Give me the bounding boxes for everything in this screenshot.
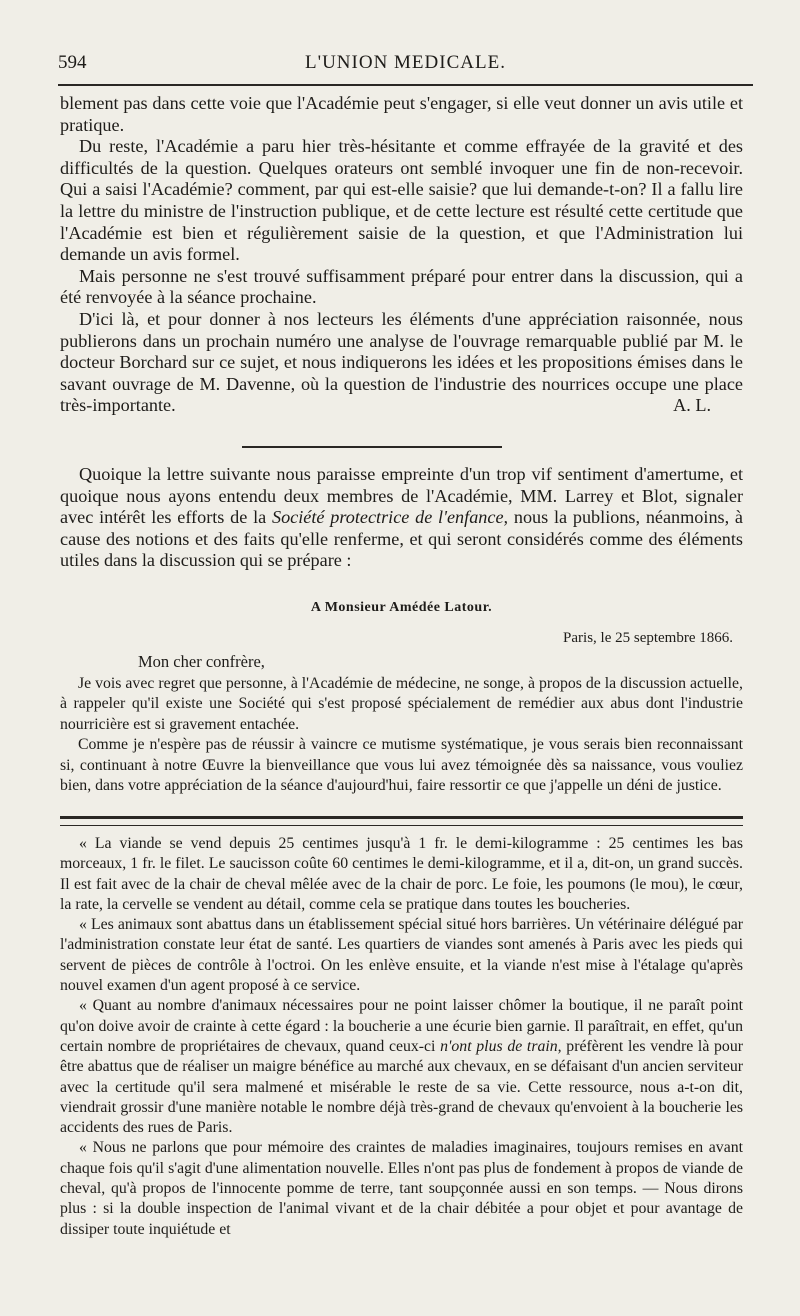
paragraph-text-end: préfèrent les vendre là pour être abattus que de réaliser un maigre bénéfice au marché aux chevaux, en se défaisant d'un ancien serviteur avec la certitude qu'il sera malmené et misérable le reste de sa vie. Cette ressource, nous a-t-on dit, viendrait grossir d'une manière notable le nombre déjà très-grand de chevaux qu'envoient à la boucherie les accidents des rues de Paris.: [60, 1037, 743, 1137]
page-header: [58, 52, 753, 88]
paragraph: « Nous ne parlons que pour mémoire des craintes de maladies imaginaires, toujours remises en avant chaque fois qu'il s'agit d'une alimentation nouvelle. Elles n'ont pas plus de fondement à propos de viande de cheval, qu'à propos de l'innocente pomme de terre, tant soupçonnée aussi en son temps. — Nous dirons plus : si la double inspection de l'animal vivant et de la chair débitée a pour objet et pour avantage de dissiper toute inquiétude et: [60, 1139, 743, 1238]
letter-body: [60, 674, 743, 796]
double-rule-divider: [60, 816, 743, 826]
paragraph: « Les animaux sont abattus dans un établissement spécial situé hors barrières. Un vétérinaire délégué par l'administration constate leur état de santé. Les quartiers de viandes sont amenés à Paris avec les pieds qui servent de pièces de contrôle à l'octroi. On les enlève ensuite, et la viande n'est mise à l'étalage qu'après nouvel examen d'un agent proposé à ce service.: [60, 916, 743, 995]
society-name: Société protectrice de l'enfance,: [271, 507, 509, 528]
letter-greeting: Mon cher confrère,: [138, 652, 265, 671]
paragraph: Comme je n'espère pas de réussir à vaincre ce mutisme systématique, je vous serais bien reconnaissant si, continuant à notre Œuvre la bienveillance que vous lui avez témoignée dès sa naissance, vous vouliez bien, dans votre appréciation de la séance d'aujourd'hui, faire ressortir ce que j'appelle un déni de justice.: [60, 736, 743, 795]
paragraph: [60, 309, 743, 417]
intro-text-end: nous la publions, néanmoins, à cause des notions et des faits qu'elle renferme, et qui seront considérés comme des éléments utiles dans la discussion qui se prépare :: [60, 507, 743, 571]
letter-intro-section: [60, 464, 743, 572]
paragraph: Du reste, l'Académie a paru hier très-hésitante et comme effrayée de la gravité et des difficultés de la question. Quelques orateurs ont semblé invoquer une fin de non-recevoir. Qui a saisi l'Académie? comment, par qui est-elle saisie? que lui demande-t-on? Il a fallu lire la lettre du ministre de l'instruction publique, et de cette lecture est résulté cette certitude que l'Académie est bien et régulièrement saisie de la question, et que l'Administration lui demande un avis formel.: [60, 136, 743, 265]
paragraph-text: D'ici là, et pour donner à nos lecteurs les éléments d'une appréciation raisonnée, nous publierons dans un prochain numéro une analyse de l'ouvrage remarquable publié par M. le docteur Borchard sur ce sujet, et nous indiquerons les idées et les propositions émises dans le savant ouvrage de M. Davenne, où la question de l'industrie des nourrices occupe une place très-importante.: [60, 308, 743, 416]
paragraph-text: « Quant au nombre d'animaux nécessaires pour ne point laisser chômer la boutique, il ne paraît point qu'on doive avoir de crainte à cette égard : la boucherie a une écurie bien garnie. Il paraîtrait, en effet, qu'un certain nombre de propriétaires de chevaux, quand ceux-ci: [60, 997, 743, 1055]
header-rule: [58, 84, 753, 86]
letter-date: Paris, le 25 septembre 1866.: [563, 630, 733, 646]
paragraph: blement pas dans cette voie que l'Académie peut s'engager, si elle veut donner un avis utile et pratique.: [60, 93, 743, 135]
paragraph: « La viande se vend depuis 25 centimes jusqu'à 1 fr. le demi-kilogramme : 25 centimes les bas morceaux, 1 fr. le filet. Le saucisson coûte 60 centimes le demi-kilogramme, et il a, dit-on, un grand succès. Il est fait avec de la chair de cheval mêlée avec de la chair de porc. Le foie, les poumons (le mou), le cœur, la rate, la cervelle se vendent au détail, comme cela se pratique dans toutes les boucheries.: [60, 835, 743, 913]
journal-title: L'UNION MEDICALE.: [305, 52, 506, 73]
author-signature: A. L.: [673, 395, 711, 416]
paragraph: Je vois avec regret que personne, à l'Académie de médecine, ne songe, à propos de la discussion actuelle, à rappeler qu'il existe une Société qui s'est proposé spécialement de remédier aux abus dont l'industrie nourricière est si gravement entachée.: [60, 675, 743, 733]
intro-text: Quoique la lettre suivante nous paraisse empreinte d'un trop vif sentiment d'amertume, et quoique nous ayons entendu deux membres de l'Académie, MM. Larrey et Blot, signaler avec intérêt les efforts de la: [60, 464, 743, 528]
page-number: 594: [58, 52, 87, 73]
editorial-section: [60, 93, 743, 417]
feuilleton-section: [60, 834, 743, 1240]
paragraph: Mais personne ne s'est trouvé suffisamment préparé pour entrer dans la discussion, qui a été renvoyée à la séance prochaine.: [60, 265, 743, 308]
letter-addressee: A Monsieur Amédée Latour.: [310, 600, 493, 615]
emphasis-text: n'ont plus de train,: [440, 1037, 562, 1055]
letter: [60, 598, 743, 796]
paragraph: [60, 464, 743, 572]
section-divider: [242, 446, 502, 448]
paragraph: [60, 996, 743, 1138]
